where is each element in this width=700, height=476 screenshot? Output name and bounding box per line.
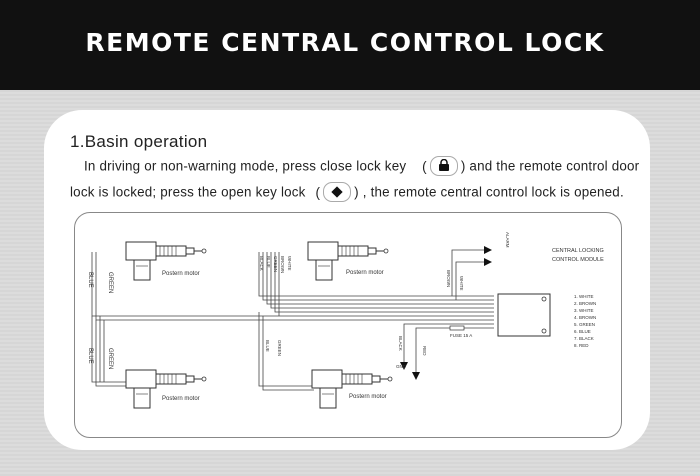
wire-label-green-1: GREEN [107, 272, 113, 294]
wire-label-black-2: BLACK [398, 336, 403, 351]
wiring-diagram [74, 212, 620, 436]
legend-item-1: 1. WHITE [574, 294, 594, 299]
paren-close-2: ) [354, 184, 359, 200]
arrow-icon-alarm [484, 246, 492, 254]
wire-label-alarm: ALARM [505, 232, 510, 248]
wire-label-blue-1: BLUE [87, 272, 93, 288]
wire-label-blue-3: BLUE [266, 256, 271, 268]
instruction-text-1b: ) and the remote control door [460, 158, 640, 174]
header-band [0, 0, 700, 90]
wire-label-white: WHITE [287, 256, 292, 271]
legend-item-8: 8. RED [574, 343, 589, 348]
arrow-icon-red [412, 372, 420, 380]
instruction-text-1a: In driving or non-warning mode, press close lock key [84, 158, 407, 174]
wire-label-green-3: GREEN [273, 256, 278, 273]
module-title-1: CENTRAL LOCKING [552, 248, 604, 254]
legend-item-3: 3. WHITE [574, 308, 594, 313]
wire-label-black: BLACK [259, 256, 264, 271]
fuse [450, 326, 464, 330]
lock-open-icon [323, 182, 351, 202]
module-title-2: CONTROL MODULE [552, 257, 604, 263]
wire-label-red: RED [422, 346, 427, 356]
motor-label-2: Postern motor [346, 270, 384, 276]
wire-label-green-2: GREEN [107, 348, 113, 370]
page-title: REMOTE CENTRAL CONTROL LOCK [85, 28, 605, 57]
paren-open-1: ( [422, 158, 427, 174]
legend-item-2: 2. BROWN [574, 301, 597, 306]
section-title: 1.Basin operation [70, 132, 208, 151]
wire-label-green-4: GREEN [277, 340, 282, 357]
lock-closed-icon [430, 156, 458, 176]
wire-legend [574, 294, 596, 348]
instruction-line-1 [84, 157, 639, 177]
wire-label-brown-2: BROWN [446, 270, 451, 288]
motor-label-4: Postern motor [349, 394, 387, 400]
paren-open-2: ( [315, 184, 321, 200]
wire-label-blue-2: BLUE [87, 348, 93, 364]
postern-motor-rear-right [312, 370, 392, 408]
legend-item-4: 4. BROWN [574, 315, 597, 320]
wire-label-blue-4: BLUE [265, 340, 270, 352]
legend-item-6: 6. BLUE [574, 329, 591, 334]
instruction-text-2b: , the remote central control lock is opened. [362, 184, 624, 200]
wire-label-brown: BROWN [280, 256, 285, 274]
motor-label-3: Postern motor [162, 396, 200, 402]
legend-item-5: 5. GREEN [574, 322, 596, 327]
instruction-line-2 [70, 183, 624, 203]
instruction-text-2a: lock is locked; press the open key lock [70, 184, 306, 200]
arrow-icon-white [484, 258, 492, 266]
wire-label-white-2: WHITE [459, 276, 464, 291]
legend-item-7: 7. BLACK [574, 336, 594, 341]
postern-motor-rear-left [126, 370, 206, 408]
gnd-label: GND [396, 364, 406, 369]
fuse-label: FUSE 15 A [450, 333, 473, 338]
motor-label-1: Postern motor [162, 271, 200, 277]
